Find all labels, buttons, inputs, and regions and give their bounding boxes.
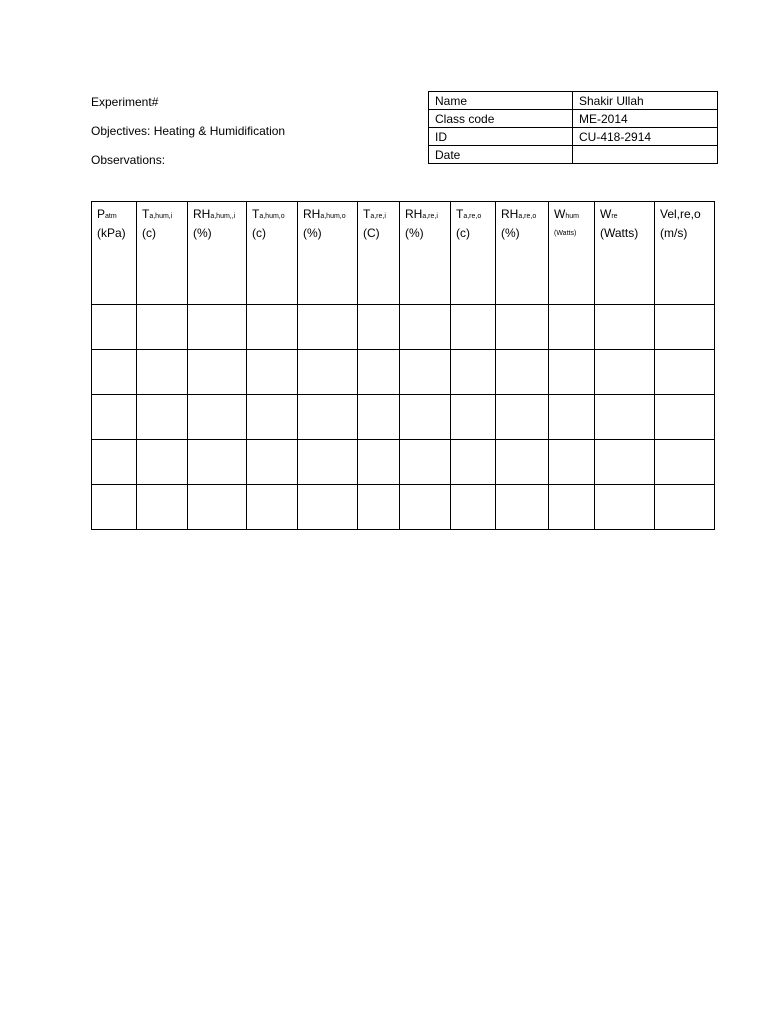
symbol-text: W — [554, 207, 566, 221]
column-header — [655, 202, 715, 305]
table-row — [92, 485, 715, 530]
table-cell[interactable] — [298, 440, 358, 485]
table-cell[interactable] — [137, 395, 188, 440]
table-cell[interactable] — [247, 305, 298, 350]
symbol-text: T — [142, 207, 150, 221]
table-cell[interactable] — [451, 305, 496, 350]
table-cell[interactable] — [188, 395, 247, 440]
info-value: CU-418-2914 — [573, 128, 718, 146]
column-header — [188, 202, 247, 305]
column-unit: (Watts) — [554, 230, 577, 237]
table-row — [92, 395, 715, 440]
column-unit: (m/s) — [660, 226, 688, 240]
column-symbol — [600, 206, 650, 225]
table-cell[interactable] — [496, 395, 549, 440]
symbol-text: W — [600, 207, 612, 221]
info-label: ID — [429, 128, 573, 146]
column-symbol — [501, 206, 544, 225]
column-symbol — [554, 206, 590, 225]
info-label: Date — [429, 146, 573, 164]
symbol-subscript: a,hum,o — [259, 213, 285, 220]
symbol-subscript: hum — [565, 213, 579, 220]
symbol-subscript: a,hum,i — [149, 213, 173, 220]
table-cell[interactable] — [92, 350, 137, 395]
objectives-line: Objectives: Heating & Humidification — [91, 124, 286, 138]
column-unit: (c) — [456, 226, 470, 240]
table-cell[interactable] — [92, 305, 137, 350]
table-cell[interactable] — [451, 440, 496, 485]
table-cell[interactable] — [188, 350, 247, 395]
column-symbol — [193, 206, 242, 225]
info-label: Name — [429, 92, 573, 110]
symbol-subscript: atm — [105, 213, 117, 220]
symbol-subscript: a,re,i — [422, 213, 438, 220]
table-cell[interactable] — [549, 395, 595, 440]
info-row-class-code — [429, 110, 718, 128]
table-cell[interactable] — [496, 440, 549, 485]
table-cell[interactable] — [358, 350, 400, 395]
table-cell[interactable] — [400, 395, 451, 440]
student-info-table — [428, 91, 718, 164]
table-cell[interactable] — [358, 395, 400, 440]
info-value: Shakir Ullah — [573, 92, 718, 110]
symbol-text: RH — [303, 207, 321, 221]
column-header — [298, 202, 358, 305]
table-cell[interactable] — [137, 350, 188, 395]
column-header — [451, 202, 496, 305]
column-unit: (c) — [142, 226, 156, 240]
column-symbol — [303, 206, 353, 225]
column-header — [92, 202, 137, 305]
column-header — [549, 202, 595, 305]
column-symbol — [252, 206, 293, 225]
table-cell[interactable] — [451, 485, 496, 530]
table-cell[interactable] — [549, 440, 595, 485]
column-symbol — [142, 206, 183, 225]
column-symbol — [660, 206, 710, 225]
symbol-subscript: a,hum,o — [320, 213, 346, 220]
table-cell[interactable] — [247, 485, 298, 530]
table-cell[interactable] — [496, 350, 549, 395]
table-cell[interactable] — [298, 305, 358, 350]
table-cell[interactable] — [400, 305, 451, 350]
table-cell[interactable] — [549, 305, 595, 350]
table-cell[interactable] — [595, 395, 655, 440]
column-header — [247, 202, 298, 305]
symbol-subscript: a,hum,,i — [210, 213, 236, 220]
table-cell[interactable] — [496, 305, 549, 350]
table-cell[interactable] — [247, 395, 298, 440]
table-cell[interactable] — [549, 350, 595, 395]
table-cell[interactable] — [451, 350, 496, 395]
symbol-subscript: re — [611, 213, 618, 220]
table-cell[interactable] — [595, 350, 655, 395]
table-cell[interactable] — [358, 440, 400, 485]
info-row-name — [429, 92, 718, 110]
symbol-text: P — [97, 207, 106, 221]
info-row-date — [429, 146, 718, 164]
column-symbol — [456, 206, 491, 225]
column-header — [496, 202, 549, 305]
column-unit: (%) — [193, 226, 212, 240]
column-header — [137, 202, 188, 305]
table-header-row — [92, 202, 715, 305]
info-label: Class code — [429, 110, 573, 128]
table-cell[interactable] — [595, 485, 655, 530]
symbol-text: RH — [193, 207, 211, 221]
table-cell[interactable] — [400, 350, 451, 395]
column-unit: (kPa) — [97, 226, 126, 240]
table-cell[interactable] — [92, 440, 137, 485]
column-symbol — [363, 206, 395, 225]
table-cell[interactable] — [549, 485, 595, 530]
column-unit: (%) — [303, 226, 322, 240]
table-cell[interactable] — [451, 395, 496, 440]
table-row — [92, 440, 715, 485]
info-value: ME-2014 — [573, 110, 718, 128]
observations-label: Observations: — [91, 153, 166, 167]
symbol-text: T — [456, 207, 464, 221]
table-cell[interactable] — [137, 485, 188, 530]
column-unit: (C) — [363, 226, 380, 240]
column-header — [400, 202, 451, 305]
symbol-subscript: a,re,o — [463, 213, 482, 220]
table-cell[interactable] — [655, 440, 715, 485]
symbol-text: Vel,re,o — [660, 207, 701, 221]
table-cell[interactable] — [298, 350, 358, 395]
table-cell[interactable] — [247, 350, 298, 395]
column-symbol — [97, 206, 132, 225]
observation-table — [91, 201, 715, 530]
table-cell[interactable] — [400, 485, 451, 530]
table-cell[interactable] — [595, 305, 655, 350]
info-value — [573, 146, 718, 164]
column-symbol — [405, 206, 446, 225]
table-cell[interactable] — [188, 440, 247, 485]
table-cell[interactable] — [400, 440, 451, 485]
column-unit: (c) — [252, 226, 266, 240]
table-row — [92, 305, 715, 350]
symbol-subscript: a,re,o — [518, 213, 537, 220]
table-cell[interactable] — [92, 395, 137, 440]
symbol-text: T — [252, 207, 260, 221]
column-unit: (%) — [405, 226, 424, 240]
symbol-text: T — [363, 207, 371, 221]
table-cell[interactable] — [298, 395, 358, 440]
table-cell[interactable] — [496, 485, 549, 530]
column-header — [595, 202, 655, 305]
table-cell[interactable] — [298, 485, 358, 530]
table-row — [92, 350, 715, 395]
info-row-id — [429, 128, 718, 146]
table-cell[interactable] — [655, 395, 715, 440]
table-cell[interactable] — [655, 350, 715, 395]
table-cell[interactable] — [137, 440, 188, 485]
table-cell[interactable] — [247, 440, 298, 485]
table-cell[interactable] — [137, 305, 188, 350]
column-unit: (%) — [501, 226, 520, 240]
table-cell[interactable] — [595, 440, 655, 485]
table-cell[interactable] — [92, 485, 137, 530]
column-unit: (Watts) — [600, 226, 639, 240]
symbol-text: RH — [501, 207, 519, 221]
table-cell[interactable] — [655, 485, 715, 530]
table-cell[interactable] — [358, 305, 400, 350]
table-cell[interactable] — [655, 305, 715, 350]
experiment-label: Experiment# — [91, 95, 159, 109]
table-cell[interactable] — [188, 305, 247, 350]
symbol-subscript: a,re,i — [370, 213, 386, 220]
table-cell[interactable] — [188, 485, 247, 530]
table-cell[interactable] — [358, 485, 400, 530]
symbol-text: RH — [405, 207, 423, 221]
column-header — [358, 202, 400, 305]
